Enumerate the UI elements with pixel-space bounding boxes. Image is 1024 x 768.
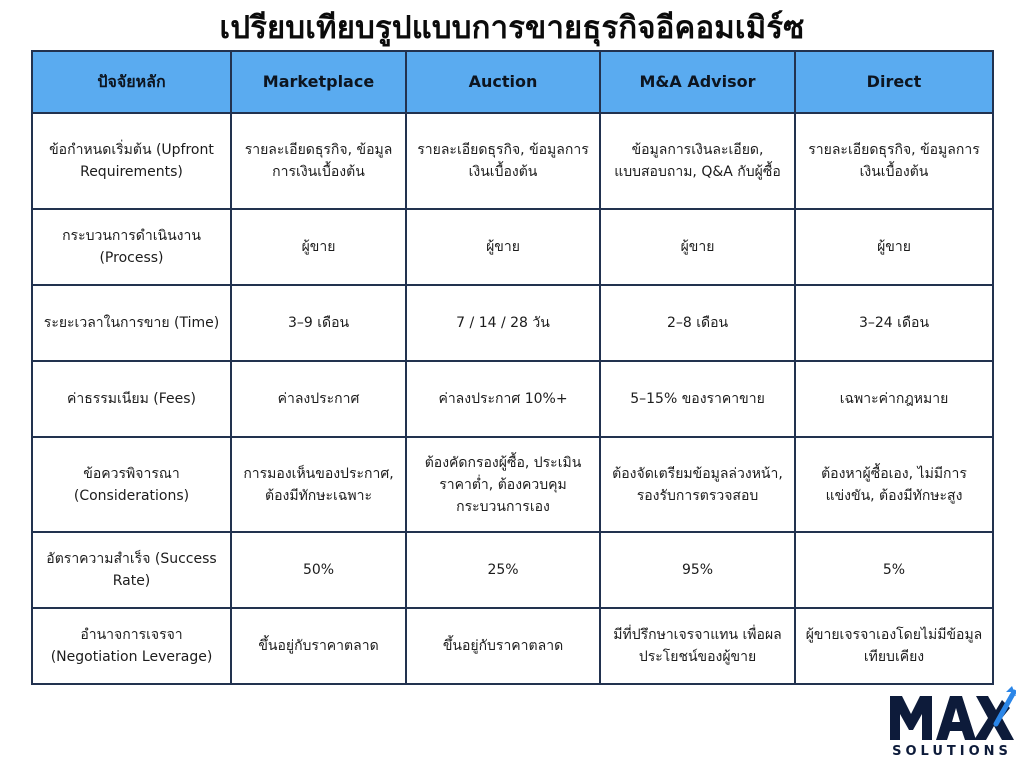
page-title: เปรียบเทียบรูปแบบการขายธุรกิจอีคอมเมิร์ซ (219, 10, 805, 46)
cell-marketplace: รายละเอียดธุรกิจ, ข้อมูลการเงินเบื้องต้น (231, 113, 406, 209)
cell-ma-advisor: มีที่ปรึกษาเจรจาแทน เพื่อผลประโยชน์ของผู้ขาย (600, 608, 795, 684)
cell-marketplace: ค่าลงประกาศ (231, 361, 406, 437)
row-factor-label: ค่าธรรมเนียม (Fees) (32, 361, 231, 437)
cell-ma-advisor: ผู้ขาย (600, 209, 795, 285)
cell-ma-advisor: ข้อมูลการเงินละเอียด, แบบสอบถาม, Q&A กับผู้ซื้อ (600, 113, 795, 209)
header-factor: ปัจจัยหลัก (32, 51, 231, 113)
header-direct: Direct (795, 51, 993, 113)
row-upfront-requirements (32, 113, 993, 209)
comparison-table (31, 50, 994, 685)
row-factor-label: ข้อกำหนดเริ่มต้น (Upfront Requirements) (32, 113, 231, 209)
row-time (32, 285, 993, 361)
header-ma-advisor: M&A Advisor (600, 51, 795, 113)
cell-direct: รายละเอียดธุรกิจ, ข้อมูลการเงินเบื้องต้น (795, 113, 993, 209)
cell-marketplace: การมองเห็นของประกาศ, ต้องมีทักษะเฉพาะ (231, 437, 406, 532)
table-header-row (32, 51, 993, 113)
row-factor-label: ข้อควรพิจารณา (Considerations) (32, 437, 231, 532)
cell-direct: ผู้ขายเจรจาเองโดยไม่มีข้อมูลเทียบเคียง (795, 608, 993, 684)
cell-marketplace: 3–9 เดือน (231, 285, 406, 361)
cell-direct: ต้องหาผู้ซื้อเอง, ไม่มีการแข่งขัน, ต้องมีทักษะสูง (795, 437, 993, 532)
cell-ma-advisor: ต้องจัดเตรียมข้อมูลล่วงหน้า, รองรับการตรวจสอบ (600, 437, 795, 532)
cell-auction: 25% (406, 532, 600, 608)
row-considerations (32, 437, 993, 532)
header-auction: Auction (406, 51, 600, 113)
row-factor-label: ระยะเวลาในการขาย (Time) (32, 285, 231, 361)
row-negotiation-leverage (32, 608, 993, 684)
cell-direct: ผู้ขาย (795, 209, 993, 285)
cell-ma-advisor: 2–8 เดือน (600, 285, 795, 361)
logo-subtitle: SOLUTIONS (892, 744, 1012, 759)
row-factor-label: อัตราความสำเร็จ (Success Rate) (32, 532, 231, 608)
cell-marketplace: ขึ้นอยู่กับราคาตลาด (231, 608, 406, 684)
cell-auction: ค่าลงประกาศ 10%+ (406, 361, 600, 437)
row-success-rate (32, 532, 993, 608)
row-factor-label: กระบวนการดำเนินงาน (Process) (32, 209, 231, 285)
max-solutions-logo (888, 686, 1016, 744)
cell-direct: 3–24 เดือน (795, 285, 993, 361)
cell-direct: 5% (795, 532, 993, 608)
cell-auction: 7 / 14 / 28 วัน (406, 285, 600, 361)
row-fees (32, 361, 993, 437)
row-process (32, 209, 993, 285)
cell-auction: ต้องคัดกรองผู้ซื้อ, ประเมินราคาต่ำ, ต้องควบคุมกระบวนการเอง (406, 437, 600, 532)
cell-auction: ผู้ขาย (406, 209, 600, 285)
cell-auction: รายละเอียดธุรกิจ, ข้อมูลการเงินเบื้องต้น (406, 113, 600, 209)
cell-auction: ขึ้นอยู่กับราคาตลาด (406, 608, 600, 684)
row-factor-label: อำนาจการเจรจา (Negotiation Leverage) (32, 608, 231, 684)
cell-ma-advisor: 5–15% ของราคาขาย (600, 361, 795, 437)
cell-direct: เฉพาะค่ากฎหมาย (795, 361, 993, 437)
cell-marketplace: ผู้ขาย (231, 209, 406, 285)
cell-ma-advisor: 95% (600, 532, 795, 608)
cell-marketplace: 50% (231, 532, 406, 608)
header-marketplace: Marketplace (231, 51, 406, 113)
